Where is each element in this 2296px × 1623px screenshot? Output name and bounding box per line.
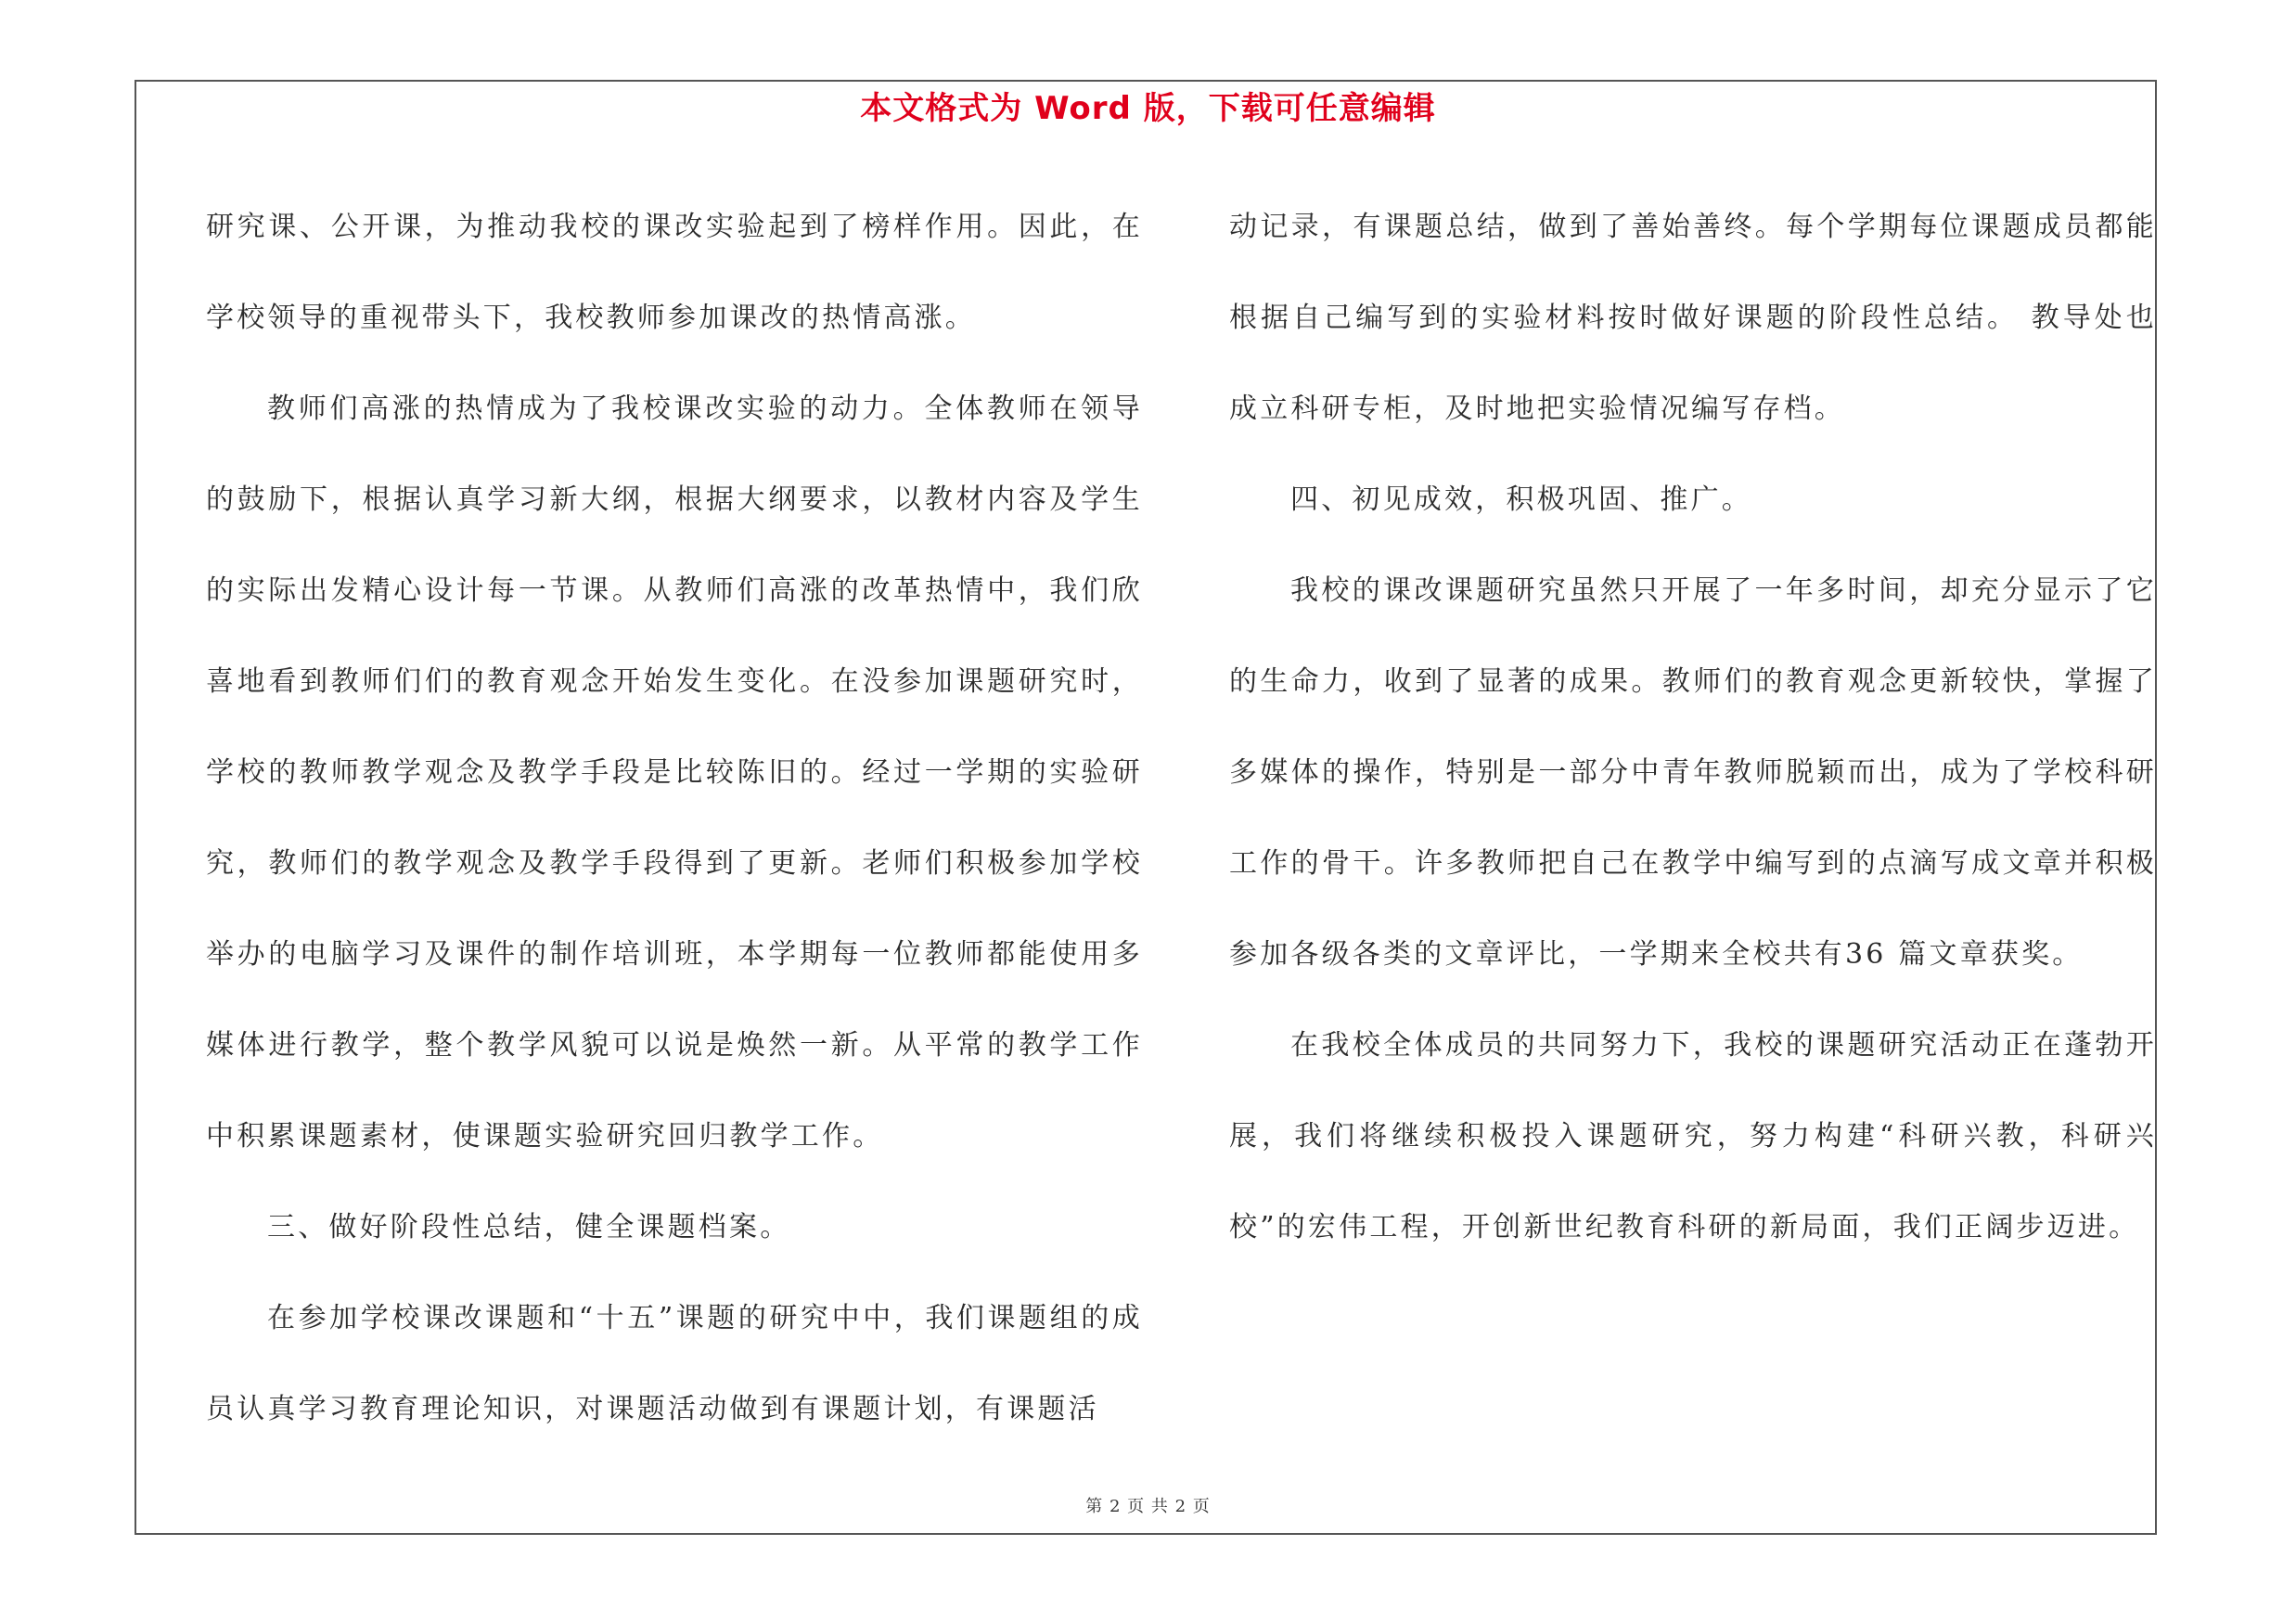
section-heading: 四、初见成效，积极巩固、推广。 [1290,483,1752,516]
paragraph: 动记录，有课题总结，做到了善始善终。每个学期每位课题成员都能根据自己编写到的实验材料按时做好课题的阶段性总结。 教导处也成立科研专柜，及时地把实验情况编写存档。 [1229,211,2157,425]
paragraph: 研究课、公开课，为推动我校的课改实验起到了榜样作用。因此，在学校领导的重视带头下，我校教师参加课改的热情高涨。 [206,211,1143,334]
right-text-column [1229,182,2157,1273]
section-heading: 三、做好阶段性总结，健全课题档案。 [267,1211,791,1243]
paragraph: 在我校全体成员的共同努力下，我校的课题研究活动正在蓬勃开展，我们将继续积极投入课题研究，努力构建“科研兴教，科研兴校”的宏伟工程，开创新世纪教育科研的新局面，我们正阔步迈进。 [1229,1029,2157,1243]
page-number-footer: 第 2 页 共 2 页 [1085,1497,1211,1516]
paragraph: 在参加学校课改课题和“十五”课题的研究中中，我们课题组的成员认真学习教育理论知识，对课题活动做到有课题计划，有课题活 [206,1302,1143,1425]
paragraph: 教师们高涨的热情成为了我校课改实验的动力。全体教师在领导的鼓励下，根据认真学习新大纲，根据大纲要求，以教材内容及学生的实际出发精心设计每一节课。从教师们高涨的改革热情中，我们欣喜地看到教师们们的教育观念开始发生变化。在没参加课题研究时，学校的教师教学观念及教学手段是比较陈旧的。经过一学期的实验研究，教师们的教学观念及教学手段得到了更新。老师们积极参加学校举办的电脑学习及课件的制作培训班，本学期每一位教师都能使用多媒体进行教学，整个教学风貌可以说是焕然一新。从平常的教学工作中积累课题素材，使课题实验研究回归教学工作。 [206,393,1143,1153]
paragraph: 我校的课改课题研究虽然只开展了一年多时间，却充分显示了它的生命力，收到了显著的成果。教师们的教育观念更新较快，掌握了多媒体的操作，特别是一部分中青年教师脱颖而出，成为了学校科研工作的骨干。许多教师把自己在教学中编写到的点滴写成文章并积极参加各级各类的文章评比，一学期来全校共有36 篇文章获奖。 [1229,574,2157,971]
word-format-banner: 本文格式为 Word 版，下载可任意编辑 [860,90,1436,127]
left-text-column [206,182,1143,1455]
